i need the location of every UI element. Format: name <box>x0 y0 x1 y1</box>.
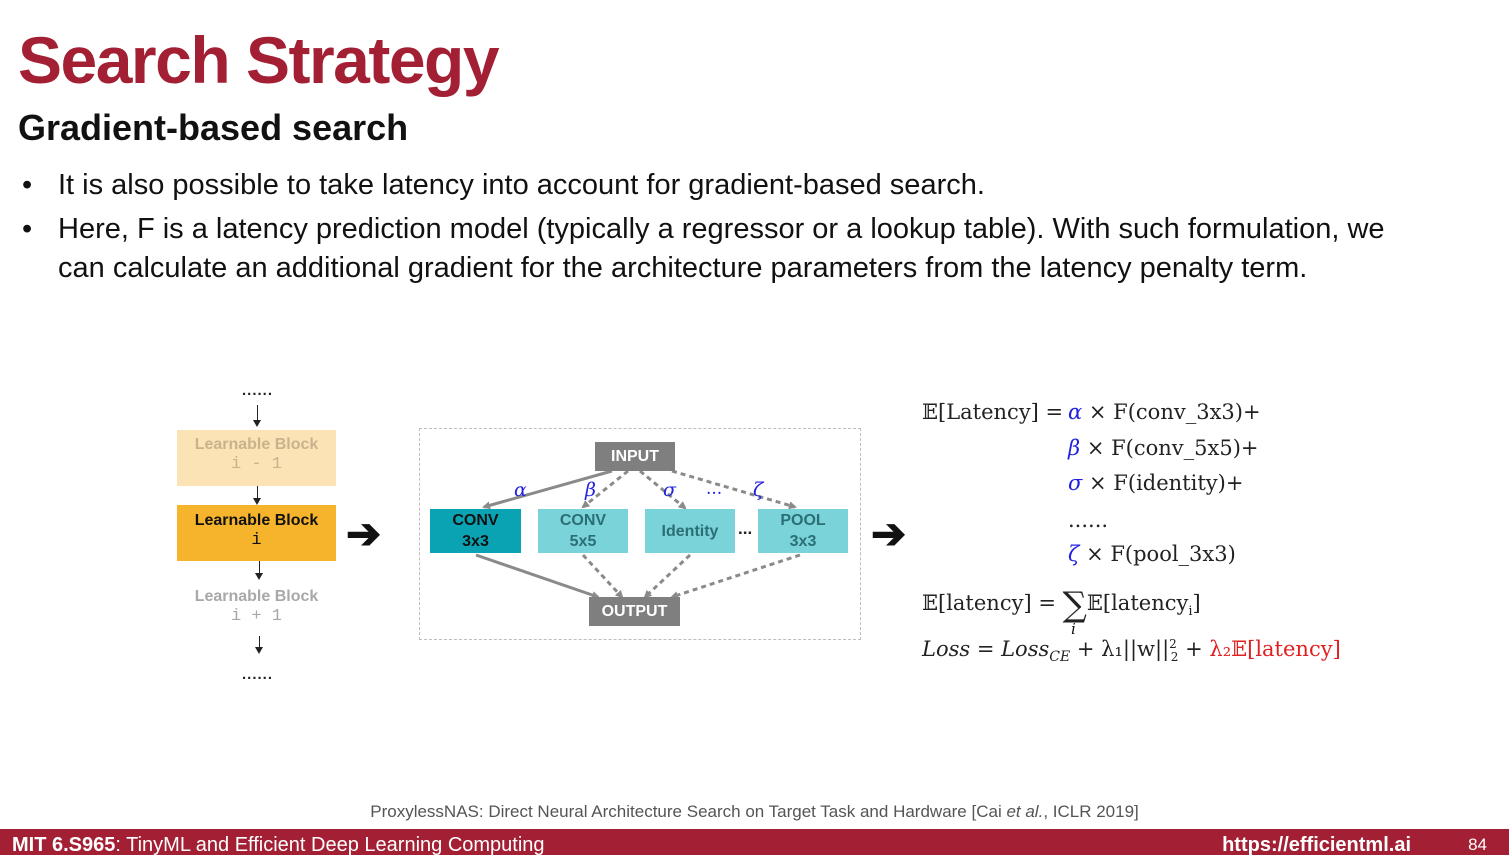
op-conv3x3 <box>430 509 521 553</box>
edge-input-pool3x3 <box>672 471 795 507</box>
latency-term-last <box>1068 542 1236 566</box>
input-node <box>595 442 675 471</box>
block-label: Learnable Block <box>194 588 319 605</box>
bullet-text: Here, F is a latency prediction model (typically a regressor or a lookup table). With such formulation, we can calculate an additional gradient for the architecture parameters from the latency penalty term. <box>58 213 1385 284</box>
edge-pool3x3-output <box>672 555 800 597</box>
op-kernel: 3x3 <box>462 533 489 550</box>
block-label: Learnable Block <box>194 512 319 529</box>
citation <box>0 802 1509 822</box>
weight-sigma: σ <box>663 479 676 501</box>
weight-zeta: ζ <box>753 479 764 501</box>
chain-bottom-dots: ...... <box>242 666 274 683</box>
op-conv5x5 <box>538 509 628 553</box>
right-arrow-icon: ➔ <box>346 510 382 557</box>
op-kernel: 3x3 <box>789 533 817 550</box>
sum-lhs: 𝔼[latency] = <box>922 591 1056 615</box>
output-node <box>589 597 680 626</box>
term-body: × F(conv_3x3)+ <box>1088 400 1261 424</box>
course-code: MIT 6.S965 <box>12 834 116 856</box>
term-body: × F(identity)+ <box>1089 471 1244 495</box>
op-identity <box>645 509 735 553</box>
course-name: : TinyML and Efficient Deep Learning Computing <box>115 834 545 856</box>
expected-latency-lhs: 𝔼[Latency] = <box>922 400 1064 424</box>
latency-term <box>1068 471 1243 495</box>
input-node-label: INPUT <box>611 448 659 465</box>
latency-term <box>1068 436 1259 460</box>
bullet-dot: • <box>22 169 33 201</box>
slide-title: Search Strategy <box>18 23 499 97</box>
term-coef: α <box>1068 400 1083 424</box>
term-coef: σ <box>1068 471 1083 495</box>
slide-subtitle: Gradient-based search <box>18 107 409 148</box>
term-coef: ζ <box>1068 542 1080 566</box>
sum-rhs: 𝔼[latency <box>1086 591 1189 615</box>
loss-eq: = <box>970 637 1002 661</box>
block-index: i + 1 <box>230 607 282 626</box>
op-label: CONV <box>559 512 607 529</box>
output-node-label: OUTPUT <box>601 603 668 620</box>
summation-symbol: ∑ <box>1062 585 1087 625</box>
op-kernel: 5x5 <box>569 533 597 550</box>
bullet-text: It is also possible to take latency into account for gradient-based search. <box>58 169 985 201</box>
citation-post: , ICLR 2019] <box>1043 802 1139 821</box>
loss-line <box>922 637 1341 665</box>
loss-reg: + λ₁||w|| <box>1070 637 1170 661</box>
footer-bar <box>0 829 1509 855</box>
citation-em: et al. <box>1006 802 1044 821</box>
course-title <box>12 833 545 857</box>
course-url-link[interactable]: https://efficientml.ai <box>1222 834 1411 856</box>
sum-rhs-sub: i <box>1188 604 1193 620</box>
block-index: i <box>251 531 262 550</box>
op-label: CONV <box>452 512 499 529</box>
weight-alpha: α <box>514 479 527 501</box>
citation-pre: ProxylessNAS: Direct Neural Architecture Search on Target Task and Hardware [Cai <box>370 802 1007 821</box>
weight-dots: ... <box>706 479 723 499</box>
latency-term <box>1068 400 1261 424</box>
op-label: Identity <box>661 522 719 540</box>
edge-identity-output <box>645 555 690 597</box>
summation-index: i <box>1071 620 1076 638</box>
more-ops-ellipsis: ... <box>738 519 753 538</box>
op-pool3x3 <box>758 509 848 553</box>
term-coef: β <box>1068 436 1081 460</box>
chain-top-dots: ...... <box>242 382 274 399</box>
latency-penalty-term: λ₂𝔼[latency] <box>1209 637 1341 661</box>
bullet-dot: • <box>22 213 33 245</box>
op-label: POOL <box>780 512 826 529</box>
right-arrow-icon: ➔ <box>871 510 907 557</box>
loss-reg-sub: 2 <box>1170 650 1179 665</box>
edge-conv3x3-output <box>476 555 598 597</box>
loss-reg-sup: 2 <box>1169 637 1177 651</box>
loss-ce-sub: CE <box>1049 649 1071 666</box>
page-number: 84 <box>1468 835 1487 854</box>
loss-plus: + <box>1178 637 1210 661</box>
term-body: × F(pool_3x3) <box>1086 542 1236 566</box>
sum-latency-line <box>922 585 1201 625</box>
latency-ellipsis: ...... <box>1068 508 1109 532</box>
term-body: × F(conv_5x5)+ <box>1086 436 1259 460</box>
loss-lhs: Loss <box>922 637 971 661</box>
weight-beta: β <box>585 479 596 501</box>
block-label: Learnable Block <box>194 436 319 453</box>
edge-conv5x5-output <box>583 555 622 597</box>
loss-ce: Loss <box>1001 637 1050 661</box>
block-index: i - 1 <box>230 455 282 474</box>
sum-rhs-close: ] <box>1192 591 1201 615</box>
